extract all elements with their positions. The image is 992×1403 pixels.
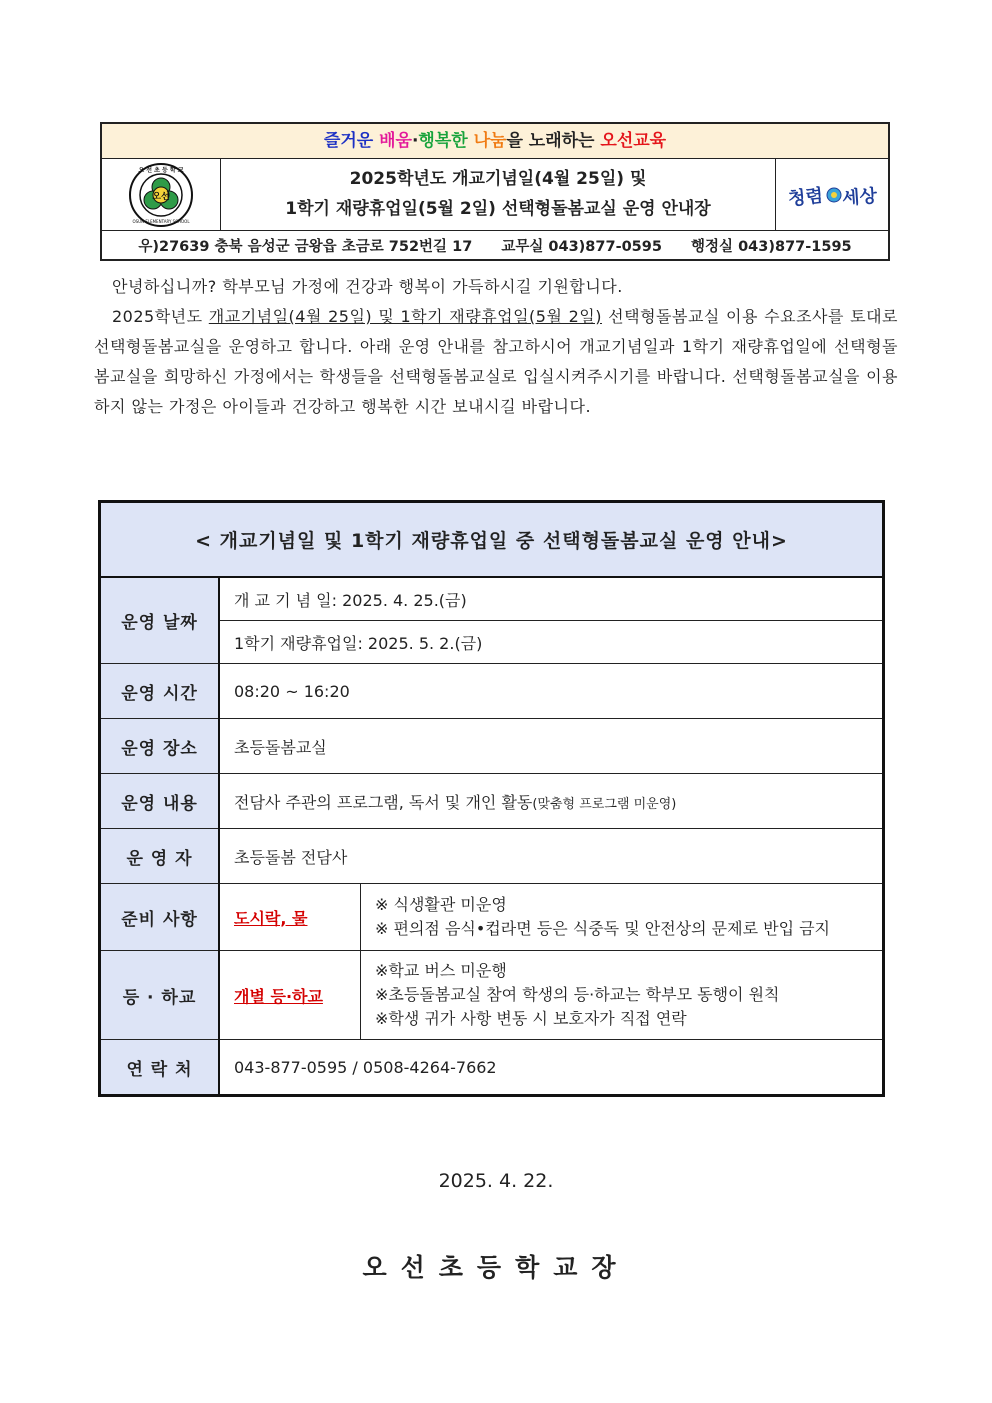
table-row [100,577,884,621]
greeting-line: 안녕하십니까? 학부모님 가정에 건강과 행복이 가득하시길 기원합니다. [112,277,623,296]
slogan-part: 행복한 [418,131,474,151]
header-box [100,122,890,261]
table-row [100,829,884,884]
issue-date: 2025. 4. 22. [438,1170,554,1192]
date-value-1: 개 교 기 념 일: 2025. 4. 25.(금) [219,577,884,621]
commute-label: 등 · 하교 [100,951,220,1040]
contact-label: 연 락 처 [100,1040,220,1096]
slogan-part: 오선교육 [600,131,667,151]
header-title-row [102,159,888,231]
date-value-2: 1학기 재량휴업일: 2025. 5. 2.(금) [219,621,884,664]
emblem-ring-bottom-text: OSUN ELEMENTARY SCHOOL [132,218,190,224]
commute-note: ※학교 버스 미운행 [375,961,507,980]
brand-text-1: 청렴 [787,184,825,210]
brand-text-2: 세상 [841,185,878,209]
commute-value: 개별 등·하교 [219,951,361,1040]
commute-note: ※초등돌봄교실 참여 학생의 등·하교는 학부모 동행이 원칙 [375,985,780,1004]
title-line-1: 2025학년도 개교기념일(4월 25일) 및 [349,169,647,189]
prep-notes [361,884,884,951]
intro-text [94,272,898,422]
content-value: 전담사 주관의 프로그램, 독서 및 개인 활동 [234,792,533,812]
commute-notes [361,951,884,1040]
admin-office-phone: 행정실 043)877-1595 [691,239,852,255]
operator-label: 운 영 자 [100,829,220,884]
prep-note: ※ 편의점 음식•컵라면 등은 식중독 및 안전상의 문제로 반입 금지 [375,919,831,938]
contact-value: 043-877-0595 / 0508-4264-7662 [219,1040,884,1096]
slogan-part: · [411,131,419,151]
slogan-part: 을 노래하는 [506,131,601,151]
slogan [102,124,888,159]
place-value: 초등돌봄교실 [219,719,884,774]
content-note: (맞춤형 프로그램 미운영) [532,796,677,812]
title-line-2: 1학기 재량휴업일(5월 2일) 선택형돌봄교실 운영 안내장 [285,199,711,219]
table-heading-row [100,502,884,578]
table-row [100,664,884,719]
slogan-part: 배움 [379,131,412,151]
slogan-part: 나눔 [473,131,507,151]
intro-body: 선택형돌봄교실 이용 수요조사를 토대로 선택형돌봄교실을 운영하고 합니다. 아래 운영 안내를 참고하시어 개교기념일과 1학기 재량휴업일에 선택형돌봄교실을 희망하신 가정에서는 학생들을 선택형돌봄교실로 입실시켜주시기를 바랍니다. 선택형돌봄교실을 이용하지 않는 가정은 아이들과 건강하고 행복한 시간 보내시길 바랍니다. [94,307,898,416]
table-heading: < 개교기념일 및 1학기 재량휴업일 중 선택형돌봄교실 운영 안내> [100,502,884,578]
intro-prefix: 2025학년도 [112,307,209,326]
school-logo-cell [102,159,221,230]
integrity-brand-cell [775,159,888,230]
commute-note: ※학생 귀가 사항 변동 시 보호자가 직접 연락 [375,1009,687,1028]
school-address-row [102,231,888,263]
prep-label: 준비 사항 [100,884,220,951]
slogan-part: 즐거운 [323,131,380,151]
intro-underlined-dates: 개교기념일(4월 25일) 및 1학기 재량휴업일(5월 2일) [208,307,602,326]
table-row [100,774,884,829]
table-row [100,1040,884,1096]
prep-value: 도시락, 물 [219,884,361,951]
emblem-center-text: 오선 [152,191,170,202]
operator-value: 초등돌봄 전담사 [219,829,884,884]
table-row [100,951,884,1040]
teachers-office-phone: 교무실 043)877-0595 [501,239,662,255]
school-emblem-icon [128,162,194,228]
school-address: 우)27639 충북 음성군 금왕읍 초금로 752번길 17 [138,239,473,255]
date-label: 운영 날짜 [100,577,220,664]
integrity-world-logo-icon [786,175,878,215]
intro-paragraph [94,302,898,422]
place-label: 운영 장소 [100,719,220,774]
content-label: 운영 내용 [100,774,220,829]
document-title [221,159,775,230]
content-cell [219,774,884,829]
care-info-table [98,500,885,1097]
time-label: 운영 시간 [100,664,220,719]
time-value: 08:20 ~ 16:20 [219,664,884,719]
prep-note: ※ 식생활관 미운영 [375,895,507,914]
emblem-ring-top-text: 오 선 초 등 학 교 [138,166,184,174]
principal-signature-line: 오선초등학교장 [362,1253,630,1282]
table-row [100,719,884,774]
table-row [100,884,884,951]
